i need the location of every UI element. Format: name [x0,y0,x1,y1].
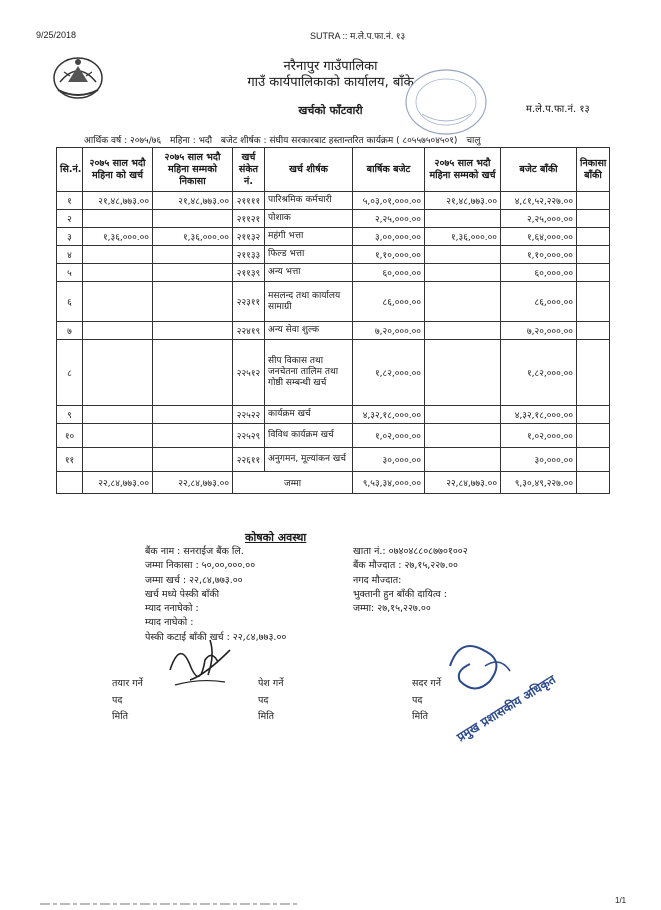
row-release-remaining [577,192,610,210]
row-code: २२३११ [233,282,265,322]
fund-line: खर्च मध्ये पेस्की बाँकी [145,588,220,600]
col-header: सि.नं. [57,148,83,192]
submitted-by-block [258,676,284,726]
row-remaining: १,०२,०००.०० [501,424,577,448]
row-release [153,246,233,264]
role-label: पेश गर्ने [258,678,284,689]
table-row [57,228,610,246]
role-label: तयार गर्ने [112,678,143,689]
row-release [153,340,233,406]
row-serial: ५ [57,264,83,282]
row-budget: ३०,०००.०० [353,448,425,472]
row-cum-expense [425,424,501,448]
row-release-remaining [577,424,610,448]
total-month-expense: २२,८४,७७३.०० [83,472,153,494]
row-budget: १,८२,०००.०० [353,340,425,406]
total-label: जम्मा [233,472,353,494]
table-row [57,448,610,472]
row-cum-expense [425,322,501,340]
row-remaining: १,६४,०००.०० [501,228,577,246]
handwritten-signature-icon [160,620,240,700]
role-label: सदर गर्ने [412,678,441,689]
row-cum-expense [425,246,501,264]
row-release-remaining [577,340,610,406]
row-cum-expense: १,३६,०००.०० [425,228,501,246]
row-month-expense [83,448,153,472]
row-cum-expense [425,210,501,228]
col-header: खर्च शीर्षक [265,148,353,192]
row-month-expense [83,246,153,264]
fund-line: पेस्की कटाई बाँकी खर्च : २२,८४,७७३.०० [145,631,287,643]
fund-status-title: कोषको अवस्था [245,531,307,544]
row-month-expense [83,210,153,228]
month: महिना : भदौ [170,136,213,146]
row-remaining: ८६,०००.०० [501,282,577,322]
table-row [57,192,610,210]
total-remaining: ९,३०,४९,२२७.०० [501,472,577,494]
table-row [57,340,610,406]
fund-line: म्याद ननाघेको : [145,603,199,615]
row-serial: ८ [57,340,83,406]
date-label: मिति [412,711,429,722]
row-head: पोशाक [265,210,353,228]
form-code: SUTRA :: म.ले.प.फा.नं. १३ [310,31,406,41]
row-code: २११११ [233,192,265,210]
row-code: २२४१९ [233,322,265,340]
budget-status: चालु [466,136,481,146]
row-month-expense [83,322,153,340]
row-head: अन्य भत्ता [265,264,353,282]
office-name: गाउँ कार्यपालिकाको कार्यालय, बाँके [247,75,414,90]
fund-line: जम्मा: २७,१५,२२७.०० [353,603,431,615]
row-serial: ४ [57,246,83,264]
row-serial: ३ [57,228,83,246]
page-number: 1/1 [615,896,627,905]
row-remaining: ७,२०,०००.०० [501,322,577,340]
row-code: २११३२ [233,228,265,246]
row-remaining: ४,३२,१८,०००.०० [501,406,577,424]
row-release-remaining [577,322,610,340]
row-month-expense [83,424,153,448]
municipality-name: नरैनापुर गाउँपालिका [283,59,378,74]
row-month-expense [83,282,153,322]
table-row [57,424,610,448]
form-number: म.ले.प.फा.नं. १३ [526,104,590,115]
expense-table [56,147,610,494]
post-label: पद [258,694,269,706]
row-serial: १० [57,424,83,448]
row-remaining: १,८२,०००.०० [501,340,577,406]
row-month-expense: २१,४८,७७३.०० [83,192,153,210]
post-label: पद [412,694,423,706]
row-release-remaining [577,246,610,264]
table-row [57,282,610,322]
col-header: निकासा बाँकी [577,148,610,192]
fund-line: बैंक नाम : सनराईज बैंक लि. [145,546,244,557]
row-month-expense [83,340,153,406]
row-remaining: ३०,०००.०० [501,448,577,472]
row-code: २११३९ [233,264,265,282]
fund-line: भुक्तानी हुन बाँकी दायित्व : [353,588,447,600]
fund-line: म्याद नाघेको : [145,617,194,629]
print-date: 9/25/2018 [36,30,77,40]
row-head: पारिश्रमिक कर्मचारी [265,192,353,210]
table-row [57,210,610,228]
row-release [153,424,233,448]
row-head: अनुगमन, मूल्यांकन खर्च [265,448,353,472]
row-release [153,448,233,472]
row-cum-expense [425,406,501,424]
row-head: सीप विकास तथा जनचेतना तालिम तथा गोष्ठी सम्बन्धी खर्च [265,340,353,406]
col-header: बार्षिक बजेट [353,148,425,192]
row-release-remaining [577,448,610,472]
row-serial: ११ [57,448,83,472]
row-release: १,३६,०००.०० [153,228,233,246]
total-budget: ९,५३,३४,०००.०० [353,472,425,494]
table-row [57,246,610,264]
col-header: २०७५ साल भदौ महिना सम्मको खर्च [425,148,501,192]
row-remaining: २,२५,०००.०० [501,210,577,228]
row-head: फिल्ड भत्ता [265,246,353,264]
row-serial: २ [57,210,83,228]
row-remaining: ६०,०००.०० [501,264,577,282]
fiscal-year: आर्थिक वर्ष : २०७५/७६ [84,136,162,146]
row-month-expense [83,406,153,424]
total-row [57,472,610,494]
row-code: २२५१२ [233,340,265,406]
row-budget: ३,००,०००.०० [353,228,425,246]
row-remaining: १,१०,०००.०० [501,246,577,264]
fund-line: जम्मा निकासा : ५०,००,०००.०० [145,560,256,572]
row-head: कार्यक्रम खर्च [265,406,353,424]
row-serial: ७ [57,322,83,340]
row-release [153,210,233,228]
prepared-by-block [112,676,143,726]
row-budget: ४,३२,१८,०००.०० [353,406,425,424]
row-budget: ७,२०,०००.०० [353,322,425,340]
row-cum-expense [425,448,501,472]
meta-line [84,133,486,146]
row-release-remaining [577,406,610,424]
row-serial: १ [57,192,83,210]
row-code: २२६११ [233,448,265,472]
row-head: महंगी भत्ता [265,228,353,246]
row-cum-expense [425,264,501,282]
fund-line: खाता नं.: ०७४०४८८०८७७०१००२ [353,546,468,557]
row-cum-expense [425,282,501,322]
officer-stamp-icon [430,626,565,746]
total-blank [57,472,83,494]
row-budget: ८६,०००.०० [353,282,425,322]
row-release-remaining [577,228,610,246]
row-month-expense: १,३६,०००.०० [83,228,153,246]
row-cum-expense [425,340,501,406]
row-budget: २,२५,०००.०० [353,210,425,228]
row-release-remaining [577,210,610,228]
date-label: मिति [258,711,275,722]
row-budget: १,०२,०००.०० [353,424,425,448]
col-header: बजेट बाँकी [501,148,577,192]
table-header-row [57,148,610,192]
total-cum-expense: २२,८४,७७३.०० [425,472,501,494]
total-release: २२,८४,७७३.०० [153,472,233,494]
row-month-expense [83,264,153,282]
row-head: विविध कार्यक्रम खर्च [265,424,353,448]
row-code: २२५२९ [233,424,265,448]
row-budget: १,१०,०००.०० [353,246,425,264]
col-header: २०७५ साल भदौ महिना सम्मको निकासा [153,148,233,192]
row-cum-expense: २१,४८,७७३.०० [425,192,501,210]
fund-line: नगद मौज्दात: [353,574,402,586]
row-release [153,406,233,424]
post-label: पद [112,694,123,706]
row-remaining: ४,८१,५२,२२७.०० [501,192,577,210]
row-release-remaining [577,264,610,282]
row-head: अन्य सेवा शुल्क [265,322,353,340]
fund-line: बैंक मौज्दात : २७,१५,२२७.०० [353,560,458,572]
office-stamp-icon [400,64,492,140]
row-head: मसलन्द तथा कार्यालय सामाग्री [265,282,353,322]
row-budget: ६०,०००.०० [353,264,425,282]
row-serial: ९ [57,406,83,424]
total-release-remaining [577,472,610,494]
table-row [57,406,610,424]
row-serial: ६ [57,282,83,322]
date-label: मिति [112,711,129,722]
table-row [57,264,610,282]
budget-head: बजेट शीर्षक : संघीय सरकारबाट हस्तान्तरित कार्यक्रम ( ८०५५७५०४५०१) [220,136,458,146]
col-header: २०७५ साल भदौ महिना को खर्च [83,148,153,192]
row-code: २११२१ [233,210,265,228]
footer-url-strip [40,898,300,908]
row-release [153,282,233,322]
fund-status-right [353,545,468,616]
row-release [153,322,233,340]
row-budget: ५,०३,०१,०००.०० [353,192,425,210]
stamp-text: प्रमुख प्रशासकीय अधिकृत [454,672,558,745]
row-code: २२५२२ [233,406,265,424]
fund-line: जम्मा खर्च : २२,८४,७७३.०० [145,574,243,586]
table-row [57,322,610,340]
col-header: खर्च संकेत नं. [233,148,265,192]
row-release [153,264,233,282]
row-release: २१,४८,७७३.०० [153,192,233,210]
row-code: २११३३ [233,246,265,264]
document-title: खर्चको फाँटवारी [298,104,363,117]
row-release-remaining [577,282,610,322]
